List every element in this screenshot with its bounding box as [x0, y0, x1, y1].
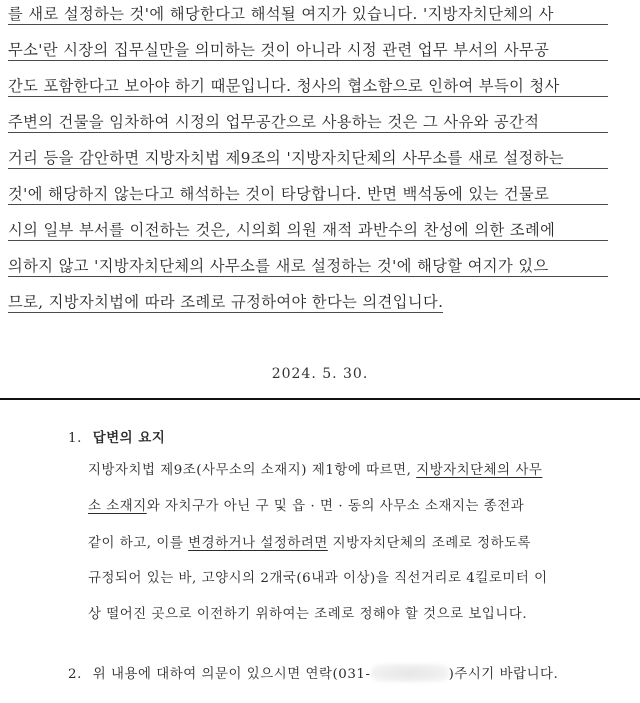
opinion-line-2: 무소'란 시장의 집무실만을 의미하는 것이 아니라 시정 관련 업무 부서의 사무공: [8, 40, 608, 61]
answer-line-3: [88, 534, 531, 554]
answer-line-2-underlined: 소 소재지: [88, 499, 147, 514]
opinion-line-6: 것'에 해당하지 않는다고 해석하는 것이 타당합니다. 반면 백석동에 있는 건물로: [8, 184, 608, 205]
opinion-line-8: 의하지 않고 '지방자치단체의 사무소를 새로 설정하는 것'에 해당할 여지가 있으: [8, 256, 608, 277]
answer-line-3-text-a: 같이 하고, 이를: [88, 536, 189, 551]
answer-line-1-underlined: 지방자치단체의 사무: [416, 463, 543, 478]
opinion-line-1: 를 새로 설정하는 것'에 해당한다고 해석될 여지가 있습니다. '지방자치단체의 사: [8, 4, 608, 25]
answer-line-2-text: 와 자치구가 아닌 구 및 읍 · 면 · 동의 사무소 소재지는 종전과: [146, 499, 525, 514]
answer-line-2: [88, 497, 524, 517]
answer-line-5: 상 떨어진 곳으로 이전하기 위하여는 조례로 정해야 할 것으로 보입니다.: [88, 607, 528, 622]
answer-line-4: 규정되어 있는 바, 고양시의 2개국(6내과 이상)을 직선거리로 4킬로미터 이: [88, 571, 548, 586]
opinion-line-7: 시의 일부 부서를 이전하는 것은, 시의회 의원 재적 과반수의 찬성에 의한 조례에: [8, 220, 608, 241]
heading-number: 1.: [68, 431, 82, 446]
answer-heading: [68, 428, 165, 449]
item2-number: 2.: [68, 667, 82, 682]
contact-text-b: )주시기 바랍니다.: [448, 667, 559, 682]
redacted-phone: [371, 664, 449, 682]
answer-line-3-text-b: 지방자치단체의 조례로 정하도록: [327, 536, 532, 551]
answer-line-1: [88, 461, 542, 481]
opinion-line-4: 주변의 건물을 임차하여 시정의 업무공간으로 사용하는 것은 그 사유와 공간적: [8, 112, 608, 133]
opinion-line-9: 므로, 지방자치법에 따라 조례로 규정하여야 한다는 의견입니다.: [8, 293, 444, 311]
answer-line-1-text: 지방자치법 제9조(사무소의 소재지) 제1항에 따르면,: [88, 463, 417, 478]
section-divider: [0, 398, 640, 400]
opinion-line-3: 간도 포함한다고 보아야 하기 때문입니다. 청사의 협소함으로 인하여 부득이 청사: [8, 76, 608, 97]
answer-line-3-underlined: 변경하거나 설정하려면: [188, 536, 328, 551]
contact-text-a: 위 내용에 대하여 의문이 있으시면 연락(031-: [92, 667, 371, 682]
heading-text: 답변의 요지: [92, 430, 166, 446]
opinion-line-5: 거리 등을 감안하면 지방자치법 제9조의 '지방자치단체의 사무소를 새로 설정하는: [8, 148, 608, 169]
opinion-date: 2024. 5. 30.: [271, 366, 369, 382]
contact-line: [68, 664, 558, 685]
